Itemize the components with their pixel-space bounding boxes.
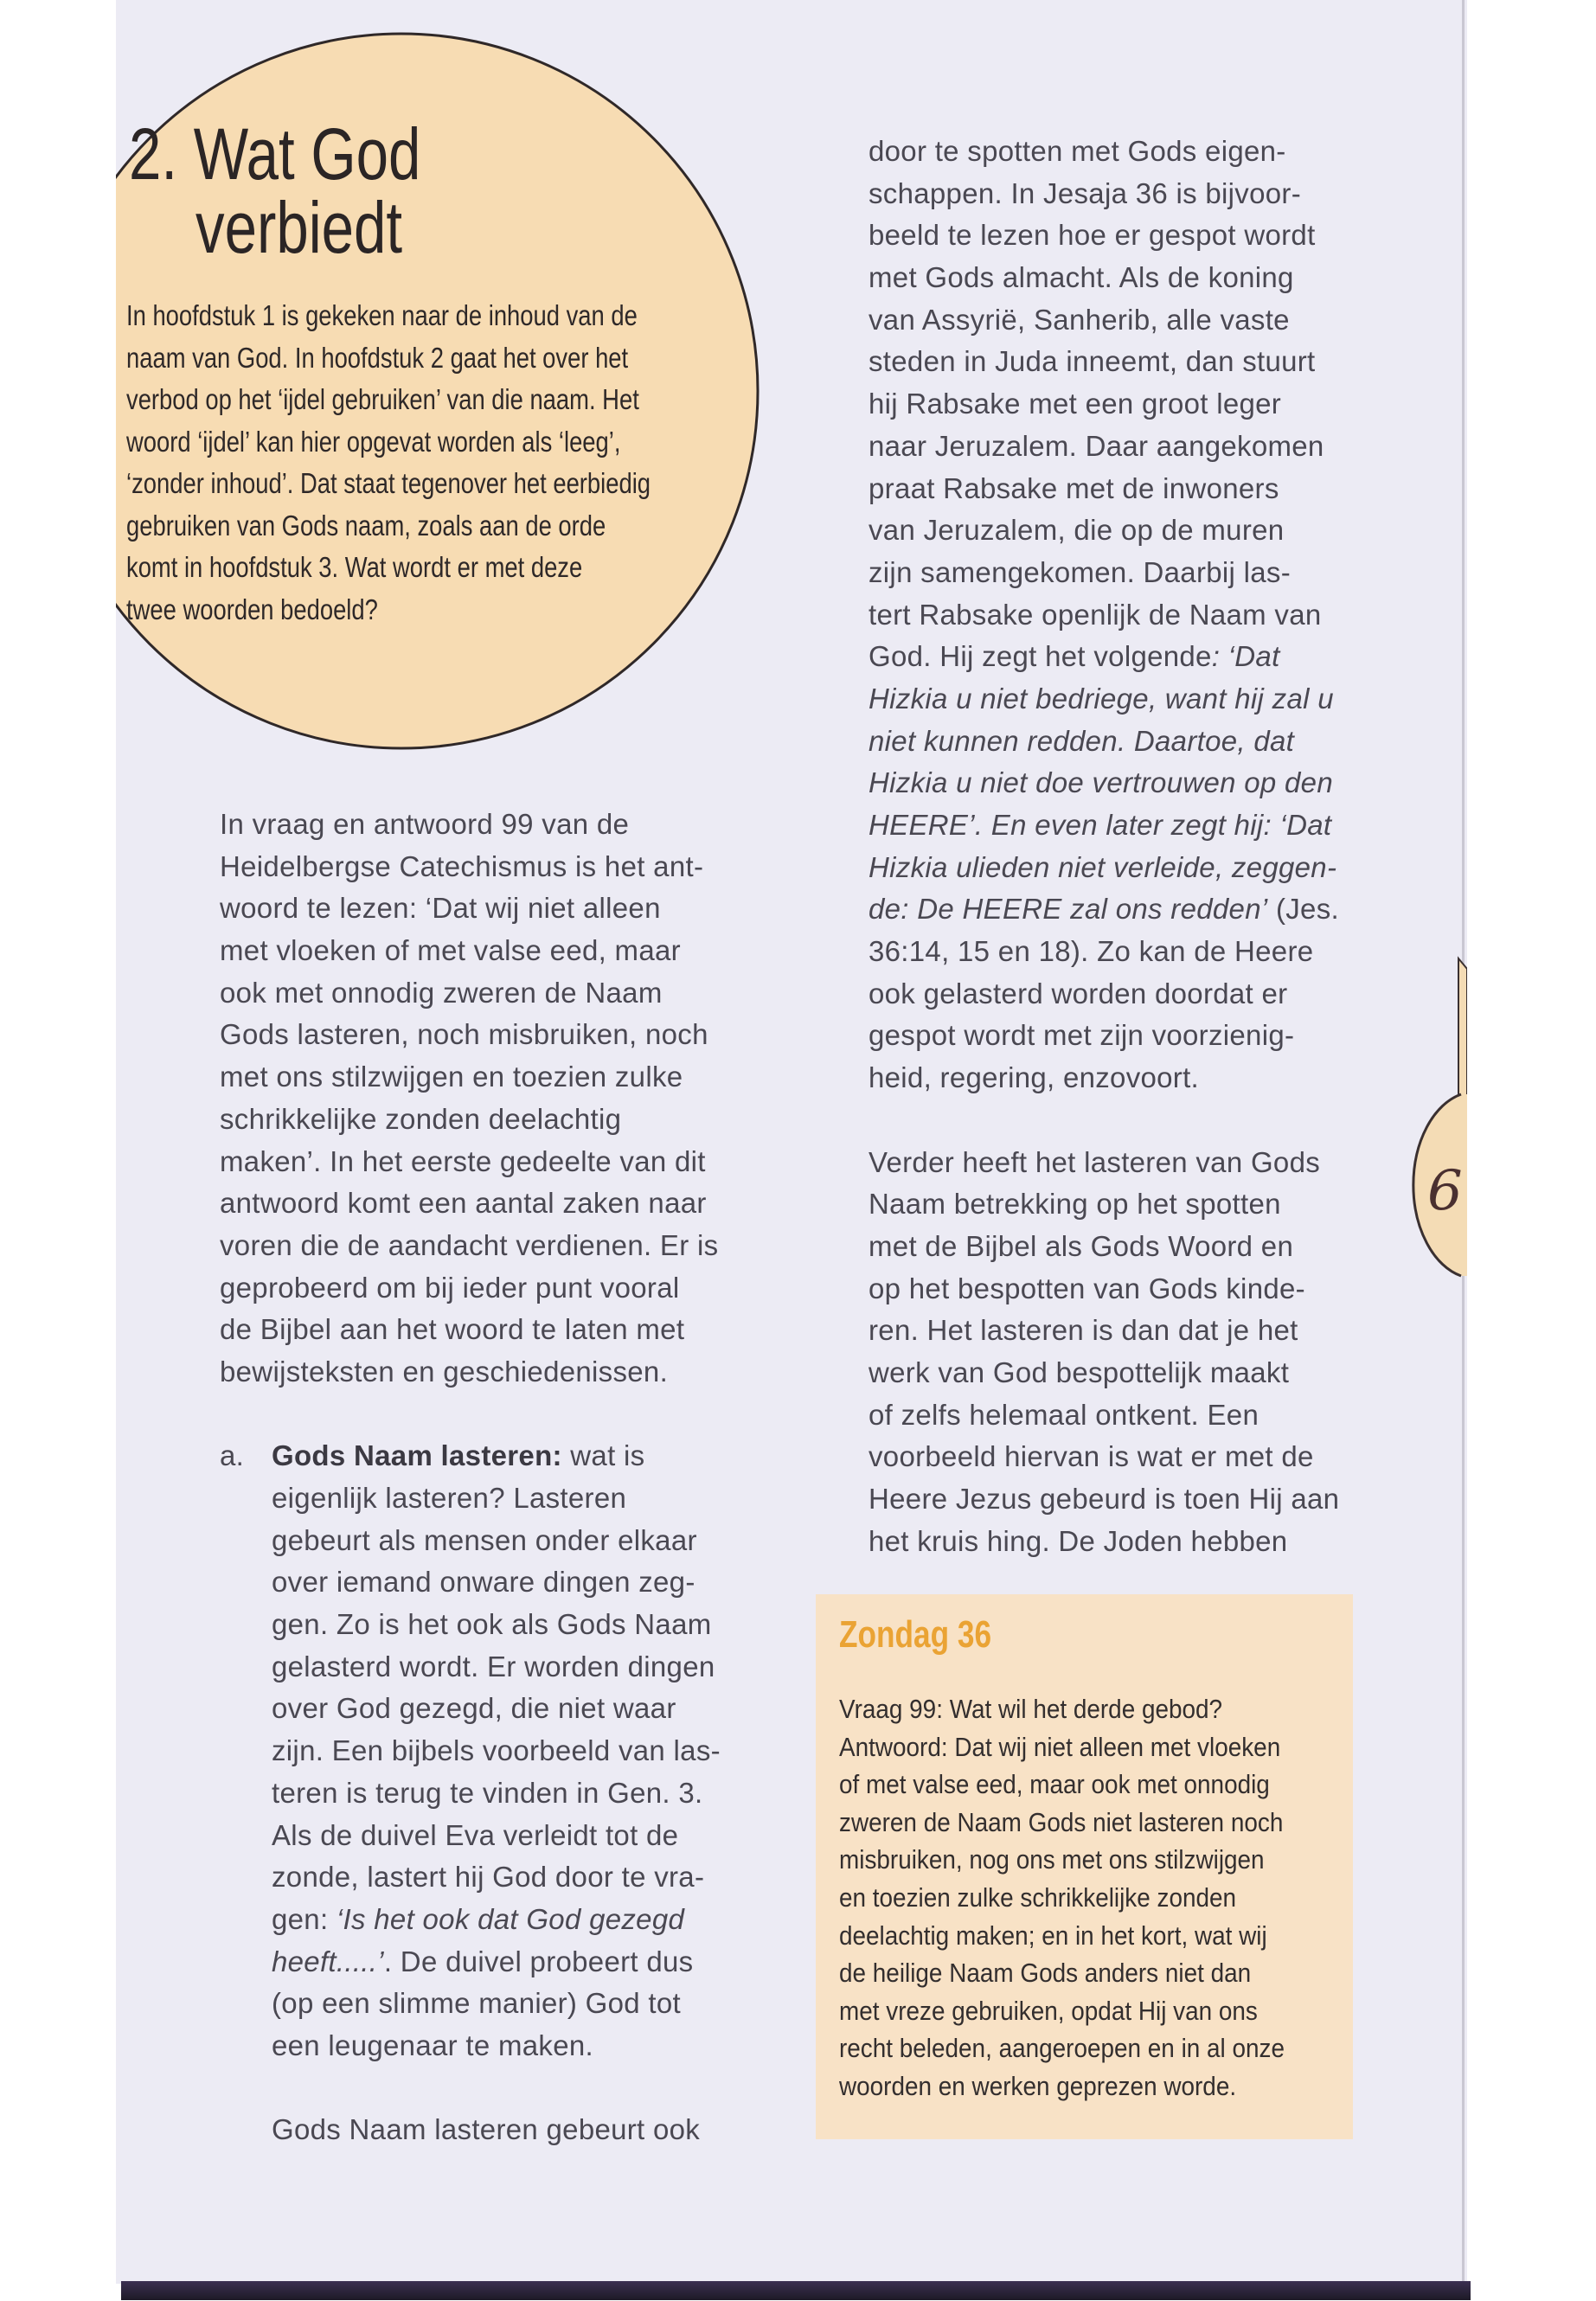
text-line: woord te lezen: ‘Dat wij niet alleen [220, 892, 661, 925]
intro-line: ‘zonder inhoud’. Dat staat tegenover het eerbiedig [126, 467, 651, 499]
intro-line: naam van God. In hoofdstuk 2 gaat het over het [126, 341, 629, 374]
text-line: met vloeken of met valse eed, maar [220, 934, 681, 967]
text-segment: ‘Is het ook dat God gezegd [336, 1902, 685, 1935]
zondag-title: Zondag 36 [839, 1613, 992, 1656]
text-line: beeld te lezen hoe er gespot wordt [869, 219, 1316, 252]
zondag-line: recht beleden, aangeroepen en in al onze [839, 2033, 1285, 2064]
text-line: werk van God bespottelijk maakt [869, 1356, 1290, 1388]
text-segment: HEERE’. En even later zegt hij: ‘Dat [869, 809, 1332, 841]
intro-line: gebruiken van Gods naam, zoals aan de orde [126, 509, 606, 542]
text-line: Heidelbergse Catechismus is het ant- [220, 849, 704, 882]
text-line: door te spotten met Gods eigen- [869, 135, 1286, 167]
text-line: de Bijbel aan het woord te laten met [220, 1313, 685, 1346]
intro-line: In hoofdstuk 1 is gekeken naar de inhoud van de [126, 299, 638, 331]
text-line: geprobeerd om bij ieder punt vooral [220, 1271, 680, 1304]
zondag-line: of met valse eed, maar ook met onnodig [839, 1769, 1270, 1800]
text-line: het kruis hing. De Joden hebben [869, 1524, 1288, 1557]
text-segment: : ‘Dat [1211, 640, 1280, 673]
text-segment: zijn. Een bijbels voorbeeld van las- [272, 1734, 721, 1767]
text-line: maken’. In het eerste gedeelte van dit [220, 1144, 706, 1177]
text-line: ook gelasterd worden doordat er [869, 977, 1288, 1009]
text-line: voren die de aandacht verdienen. Er is [220, 1228, 719, 1261]
text-segment: zonde, lastert hij God door te vra- [272, 1861, 705, 1894]
chapter-heading-line2: verbiedt [195, 187, 403, 268]
text-segment: gen: [272, 1902, 337, 1935]
list-marker: a. [220, 1439, 245, 1472]
text-line: of zelfs helemaal ontkent. Een [869, 1398, 1259, 1431]
text-line: Gods lasteren, noch misbruiken, noch [220, 1018, 708, 1051]
text-line: antwoord komt een aantal zaken naar [220, 1187, 707, 1220]
text-segment: . De duivel probeert dus [383, 1945, 694, 1977]
text-segment: over iemand onware dingen zeg- [272, 1566, 695, 1599]
zondag-line: misbruiken, nog ons met ons stilzwijgen [839, 1844, 1265, 1875]
text-line: In vraag en antwoord 99 van de [220, 808, 630, 840]
text-segment: Hizkia u niet bedriege, want hij zal u [869, 682, 1334, 715]
text-segment: Gods Naam lasteren gebeurt ook [272, 2113, 701, 2146]
zondag-line: woorden en werken geprezen worde. [839, 2070, 1237, 2101]
intro-line: woord ‘ijdel’ kan hier opgevat worden als ‘leeg’, [126, 425, 621, 458]
text-line: ren. Het lasteren is dan dat je het [869, 1314, 1298, 1347]
text-line: Verder heeft het lasteren van Gods [869, 1145, 1321, 1178]
text-line: 36:14, 15 en 18). Zo kan de Heere [869, 935, 1314, 968]
text-line: schrikkelijke zonden deelachtig [220, 1102, 622, 1135]
text-segment: een leugenaar te maken. [272, 2029, 593, 2061]
text-line: op het bespotten van Gods kinde- [869, 1272, 1305, 1304]
text-line: Naam betrekking op het spotten [869, 1188, 1281, 1221]
text-line: gespot wordt met zijn voorzienig- [869, 1019, 1295, 1052]
text-line: voorbeeld hiervan is wat er met de [869, 1440, 1314, 1473]
thumb-tab [116, 0, 1467, 2284]
thumb-tab-number: 6 [1427, 1159, 1463, 1223]
text-line: steden in Juda inneemt, dan stuurt [869, 345, 1316, 378]
text-line: met Gods almacht. Als de koning [869, 261, 1294, 294]
page-bottom-edge [121, 2281, 1471, 2300]
text-line: ook met onnodig zweren de Naam [220, 976, 663, 1009]
zondag-line: deelachtig maken; en in het kort, wat wij [839, 1920, 1267, 1951]
zondag-line: Antwoord: Dat wij niet alleen met vloeken [839, 1731, 1281, 1762]
text-segment: (op een slimme manier) God tot [272, 1987, 682, 2020]
zondag-line: en toezien zulke schrikkelijke zonden [839, 1881, 1237, 1913]
text-segment: over God gezegd, die niet waar [272, 1692, 676, 1725]
text-segment: niet kunnen redden. Daartoe, dat [869, 724, 1295, 757]
text-line: van Jeruzalem, die op de muren [869, 514, 1285, 547]
text-segment: gelasterd wordt. Er worden dingen [272, 1650, 715, 1682]
zondag-line: Vraag 99: Wat wil het derde gebod? [839, 1694, 1223, 1724]
text-segment: wat is [561, 1439, 645, 1472]
text-line: hij Rabsake met een groot leger [869, 388, 1282, 420]
text-line: heid, regering, enzovoort. [869, 1061, 1200, 1094]
intro-line: verbod op het ‘ijdel gebruiken’ van die naam. Het [126, 383, 639, 415]
text-segment: heeft.....’ [272, 1945, 384, 1977]
text-segment: gen. Zo is het ook als Gods Naam [272, 1608, 712, 1641]
text-line: schappen. In Jesaja 36 is bijvoor- [869, 176, 1301, 209]
text-segment: Gods Naam lasteren: [272, 1439, 562, 1472]
chapter-heading-line1: 2. Wat God [129, 113, 421, 195]
text-segment: eigenlijk lasteren? Lasteren [272, 1482, 627, 1514]
text-line: met ons stilzwijgen en toezien zulke [220, 1061, 683, 1093]
intro-line: komt in hoofdstuk 3. Wat wordt er met deze [126, 551, 583, 583]
book-page [116, 0, 1467, 2284]
zondag-line: de heilige Naam Gods anders niet dan [839, 1958, 1252, 1989]
text-line: Heere Jezus gebeurd is toen Hij aan [869, 1483, 1340, 1515]
text-line: praat Rabsake met de inwoners [869, 471, 1279, 504]
text-segment: gebeurt als mensen onder elkaar [272, 1523, 697, 1556]
text-segment: Als de duivel Eva verleidt tot de [272, 1818, 679, 1851]
text-line: van Assyrië, Sanherib, alle vaste [869, 303, 1290, 336]
text-line: zijn samengekomen. Daarbij las- [869, 555, 1292, 588]
zondag-line: met vreze gebruiken, opdat Hij van ons [839, 1995, 1258, 2026]
text-segment: God. Hij zegt het volgende [869, 640, 1212, 673]
text-line: tert Rabsake openlijk de Naam van [869, 598, 1322, 631]
text-segment: Hizkia ulieden niet verleide, zeggen- [869, 850, 1337, 883]
intro-line: twee woorden bedoeld? [126, 593, 378, 625]
text-segment: (Jes. [1267, 893, 1339, 926]
zondag-line: zweren de Naam Gods niet lasteren noch [839, 1806, 1284, 1837]
text-line: met de Bijbel als Gods Woord en [869, 1229, 1294, 1262]
text-segment: teren is terug te vinden in Gen. 3. [272, 1776, 703, 1809]
text-line: bewijsteksten en geschiedenissen. [220, 1355, 669, 1388]
text-segment: Hizkia u niet doe vertrouwen op den [869, 766, 1333, 799]
text-line: naar Jeruzalem. Daar aangekomen [869, 429, 1324, 462]
text-segment: de: De HEERE zal ons redden’ [869, 893, 1268, 926]
